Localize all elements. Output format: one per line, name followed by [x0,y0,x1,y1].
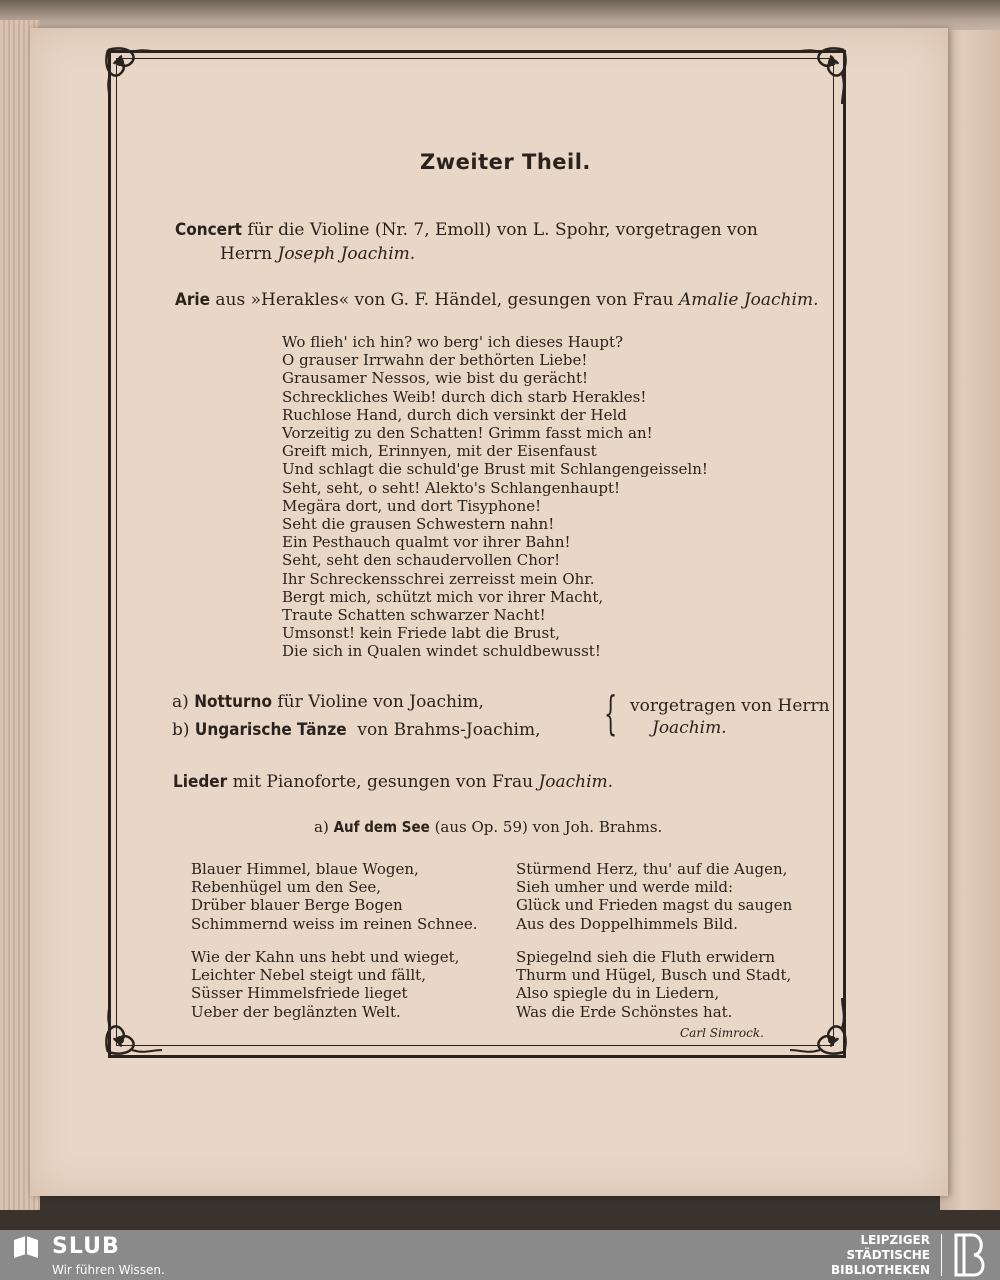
brace-icon: { [604,686,618,740]
song-title: Auf dem See [333,818,430,836]
concert-line-2 [220,242,415,266]
corner-ornament-icon [782,42,852,112]
poem-line: Traute Schatten schwarzer Nacht! [282,606,546,625]
lsb-logo-icon [952,1232,988,1278]
page-stack-right [940,30,1000,1210]
song-line: Sieh umher und werde mild: [516,878,734,897]
song-line: Aus des Doppelhimmels Bild. [516,914,738,933]
arie-performer: Amalie Joachim. [678,290,819,310]
song-line: Drüber blauer Berge Bogen [191,896,403,915]
concert-herrn: Herrn [220,244,273,264]
item-prefix: a) [172,692,189,712]
lieder-text: mit Pianoforte, gesungen von Frau [232,772,534,792]
poem-line: Ruchlose Hand, durch dich versinkt der Held [282,405,627,424]
ungarische-label: Ungarische Tänze [194,720,347,740]
song-line: Was die Erde Schönstes hat. [516,1002,733,1021]
poem-line: Megära dort, und dort Tisyphone! [282,496,542,515]
song-stanza-4 [516,948,791,1021]
song-title-line [314,818,662,836]
notturno-label: Notturno [194,692,272,712]
notturno-performer-line: vorgetragen von Herrn [630,696,830,716]
concert-text: für die Violine (Nr. 7, Emoll) von L. Spohr, vorgetragen von [247,220,758,240]
poem-line: Ihr Schreckensschrei zerreisst mein Ohr. [282,569,595,588]
song-source: (aus Op. 59) von Joh. Brahms. [434,818,663,836]
lsb-line: STÄDTISCHE [846,1248,930,1262]
poem-line: Greift mich, Erinnyen, mit der Eisenfaust [282,442,597,461]
song-line: Leichter Nebel steigt und fällt, [191,966,426,985]
notturno-item [172,690,484,714]
ungarische-item [172,718,541,742]
song-line: Glück und Frieden magst du saugen [516,896,793,915]
ungarische-text: von Brahms-Joachim, [357,720,541,740]
poem-line: Seht, seht den schaudervollen Chor! [282,551,561,570]
song-line: Stürmend Herz, thu' auf die Augen, [516,860,788,878]
poem-line: Vorzeitig zu den Schatten! Grimm fasst mich an! [282,424,653,443]
song-line: Rebenhügel um den See, [191,878,382,897]
song-stanza-1 [191,860,477,933]
song-stanza-2 [191,948,459,1021]
poem-line: Grausamer Nessos, wie bist du gerächt! [282,369,589,388]
footer-bar [0,1230,1000,1280]
concert-line [175,218,758,242]
corner-ornament-icon [782,990,852,1060]
song-line: Süsser Himmelsfriede lieget [191,984,408,1003]
poem-line: O grauser Irrwahn der bethörten Liebe! [282,351,588,370]
page-title: Zweiter Theil. [420,150,591,174]
arie-poem [282,333,708,661]
concert-performer: Joseph Joachim. [277,244,416,264]
notturno-performer: Joachim. [652,718,727,738]
notturno-text: für Violine von Joachim, [277,692,484,712]
poem-line: Schreckliches Weib! durch dich starb Herakles! [282,387,647,406]
poem-line: Seht, seht, o seht! Alekto's Schlangenhaupt! [282,478,621,497]
item-prefix: a) [314,818,329,836]
corner-ornament-icon [100,990,170,1060]
song-line: Schimmernd weiss im reinen Schnee. [191,914,478,933]
arie-label: Arie [175,290,210,310]
lieder-label: Lieder [173,772,228,792]
song-line: Thurm und Hügel, Busch und Stadt, [516,966,792,985]
arie-line [175,288,818,312]
song-line: Also spiegle du in Liedern, [516,984,720,1003]
lieder-line [173,770,613,794]
lieder-performer: Joachim. [538,772,614,792]
divider [941,1234,942,1276]
poem-line: Die sich in Qualen windet schuldbewusst! [282,642,601,661]
poem-line: Seht die grausen Schwestern nahn! [282,515,555,534]
song-line: Spiegelnd sieh die Fluth erwidern [516,948,776,966]
song-line: Ueber der beglänzten Welt. [191,1002,401,1021]
slub-tagline: Wir führen Wissen. [52,1263,165,1277]
lsb-line: BIBLIOTHEKEN [830,1263,930,1277]
song-stanza-3 [516,860,792,933]
song-line: Wie der Kahn uns hebt und wieget, [191,948,460,966]
poem-author: Carl Simrock. [680,1026,764,1040]
poem-line: Und schlagt die schuld'ge Brust mit Schlangengeisseln! [282,460,708,479]
poem-line: Umsonst! kein Friede labt die Brust, [282,624,560,643]
lsb-name [831,1233,930,1278]
poem-line: Wo flieh' ich hin? wo berg' ich dieses Haupt? [282,333,624,351]
poem-line: Ein Pesthauch qualmt vor ihrer Bahn! [282,533,571,552]
corner-ornament-icon [100,42,170,112]
concert-label: Concert [175,220,242,240]
song-line: Blauer Himmel, blaue Wogen, [191,860,419,878]
slub-name: SLUB [52,1234,120,1259]
lsb-line: LEIPZIGER [860,1233,930,1247]
item-prefix: b) [172,720,190,740]
arie-text: aus »Herakles« von G. F. Händel, gesungen von Frau [215,290,674,310]
slub-logo-icon [12,1234,40,1262]
poem-line: Bergt mich, schützt mich vor ihrer Macht, [282,587,604,606]
